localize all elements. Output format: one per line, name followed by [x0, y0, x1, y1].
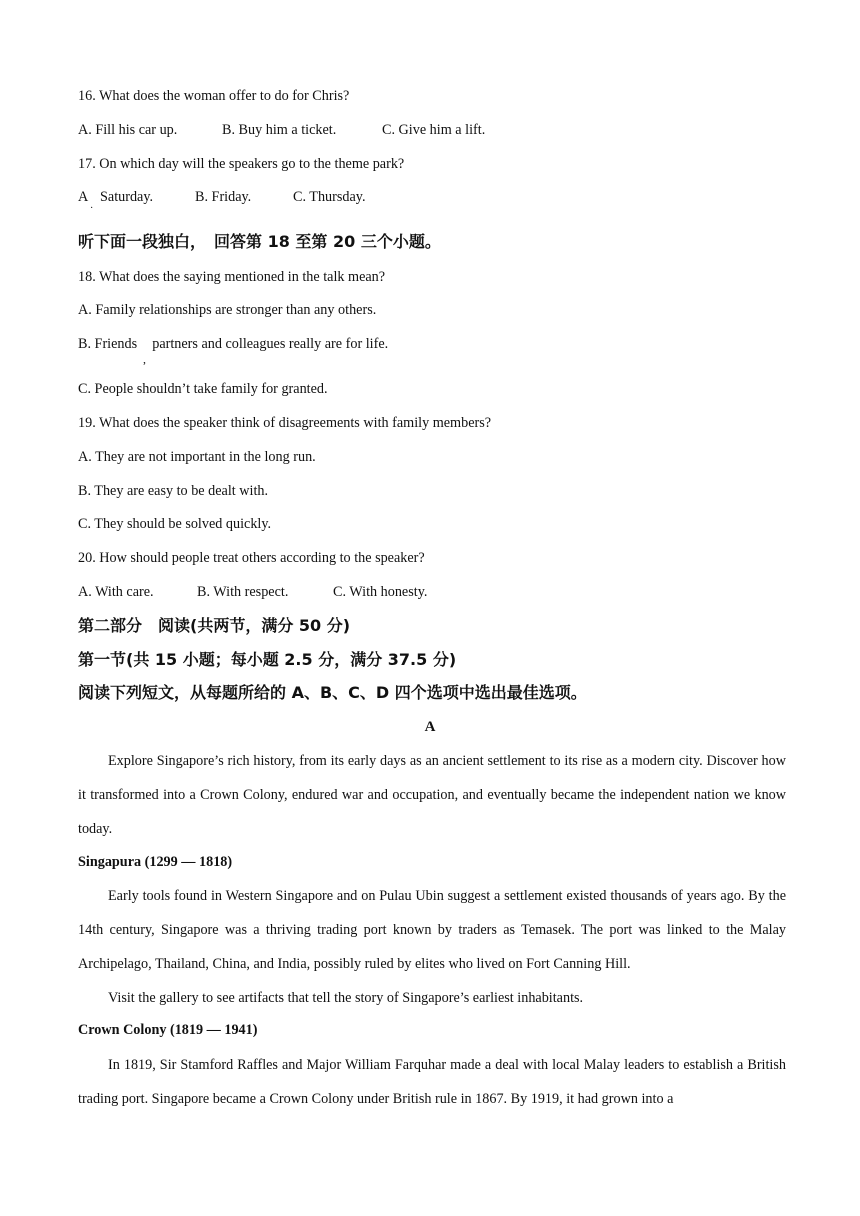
option-b: B. Friday.	[195, 189, 252, 205]
question-20: 20. How should people treat others according to the speaker?	[78, 550, 425, 566]
option-b: B. With respect.	[197, 584, 289, 600]
question-19: 19. What does the speaker think of disagreements with family members?	[78, 415, 492, 431]
option-a-letter: A	[78, 189, 89, 205]
dot-mark: ·	[90, 203, 94, 214]
option-a: A. Fill his car up.	[78, 122, 178, 138]
part2-title: 第二部分 阅读(共两节，满分 50 分)	[78, 616, 351, 635]
crown-colony-paragraph: In 1819, Sir Stamford Raffles and Major William Farquhar made a deal with local Malay leaders to establish a British trading port. Singapore became a Crown Colony under British rule in 1867. By 1919, it had grown into a	[78, 1057, 786, 1107]
option-b: B. Buy him a ticket.	[222, 122, 337, 138]
question-19-option-c: C. They should be solved quickly.	[78, 516, 272, 532]
option-c: C. Give him a lift.	[382, 122, 486, 138]
option-b-part1: B. Friends	[78, 336, 138, 352]
section-heading-crown-colony: Crown Colony (1819 — 1941)	[78, 1022, 258, 1038]
question-18-option-c: C. People shouldn’t take family for granted.	[78, 381, 328, 397]
option-a: A. With care.	[78, 584, 154, 600]
section1-title: 第一节(共 15 小题；每小题 2.5 分，满分 37.5 分)	[78, 650, 457, 669]
question-17-options	[78, 188, 366, 206]
option-b-part2: partners and colleagues really are for life.	[152, 336, 389, 352]
question-17: 17. On which day will the speakers go to the theme park?	[78, 156, 405, 172]
question-18-option-a: A. Family relationships are stronger than any others.	[78, 302, 377, 318]
reading-instruction: 阅读下列短文，从每题所给的 A、B、C、D 四个选项中选出最佳选项。	[78, 683, 587, 702]
singapura-gallery-paragraph: Visit the gallery to see artifacts that tell the story of Singapore’s earliest inhabitants.	[108, 990, 584, 1006]
question-16: 16. What does the woman offer to do for Chris?	[78, 88, 350, 104]
passage-letter: A	[424, 719, 436, 735]
comma-mark: ,	[143, 352, 146, 366]
question-19-option-b: B. They are easy to be dealt with.	[78, 483, 269, 499]
singapura-paragraph: Early tools found in Western Singapore and on Pulau Ubin suggest a settlement existed thousands of years ago. By the 14th century, Singapore was a thriving trading port known by traders as Temasek. The port was linked to the Malay Archipelago, Thailand, China, and India, possibly ruled by elites who lived on Fort Canning Hill.	[78, 888, 786, 972]
question-18-option-b	[78, 335, 388, 353]
section-heading-singapura: Singapura (1299 — 1818)	[78, 854, 233, 870]
option-a: Saturday.	[100, 189, 154, 205]
passage-intro: Explore Singapore’s rich history, from its early days as an ancient settlement to its rise as a modern city. Discover how it transformed into a Crown Colony, endured war and occupation, and eventually became the independent nation we know today.	[78, 753, 786, 837]
option-c: C. With honesty.	[333, 584, 428, 600]
question-19-option-a: A. They are not important in the long run.	[78, 449, 316, 465]
question-16-options	[78, 121, 485, 139]
section-intro: 听下面一段独白， 回答第 18 至第 20 三个小题。	[78, 232, 441, 251]
question-20-options	[78, 583, 427, 601]
question-18: 18. What does the saying mentioned in the talk mean?	[78, 269, 386, 285]
option-c: C. Thursday.	[293, 189, 366, 205]
